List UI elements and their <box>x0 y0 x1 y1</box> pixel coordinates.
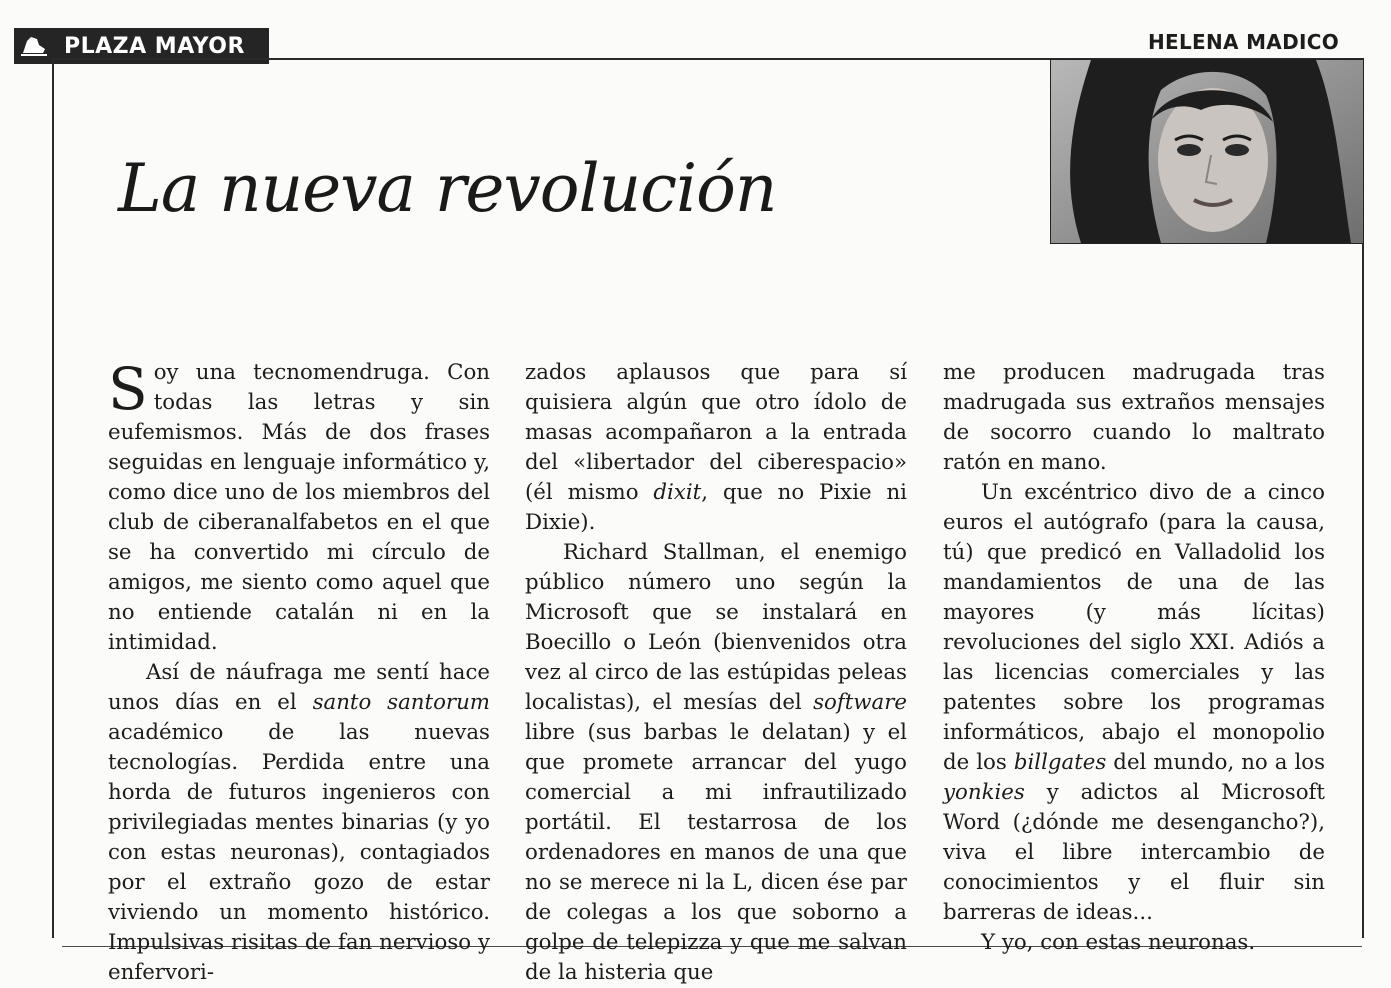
paragraph-4: Un excéntrico divo de a cinco euros el autógrafo (para la causa, tú) que predicó en Valladolid los mandamientos de una de las mayores (y más lícitas) revoluciones del siglo XXI. Adiós a las licencias comerciales y las patentes sobre los programas informáticos, abajo el monopolio de los billgates del mundo, no a los yonkies y adictos al Microsoft Word (¿dónde me desengancho?), viva el libre intercambio de conocimientos y el fluir sin barreras de ideas... <box>943 480 1326 925</box>
article-title: La nueva revolución <box>118 150 777 227</box>
paragraph-3-continued: me producen madrugada tras madrugada sus extraños mensajes de socorro cuando lo maltrato ratón en mano. <box>943 360 1325 475</box>
paragraph-5: Y yo, con estas neuronas. <box>981 930 1256 955</box>
paragraph-2: Así de náufraga me sentí hace unos días en el santo santorum académico de las nuevas tecnologías. Perdida entre una horda de futuros ingenieros con privilegiadas mentes binarias (y yo con estas neuronas), contagiados por el extraño gozo de estar viviendo un momento histórico. Impulsivas risitas de fan nervioso y enfervori- <box>108 660 490 985</box>
text-column-3 <box>943 358 1325 958</box>
paragraph-2-continued: zados aplausos que para sí quisiera algún que otro ídolo de masas acompañaron a la entrada del «libertador del ciberespacio» (él mismo dixit, que no Pixie ni Dixie). <box>525 360 907 535</box>
paragraph-3: Richard Stallman, el enemigo público número uno según la Microsoft que se instalará en Boecillo o León (bienvenidos otra vez al circo de las estúpidas peleas localistas), el mesías del software libre (sus barbas le delatan) y el que promete arrancar del yugo comercial a mi infrautilizado portátil. El testarrosa de los ordenadores en manos de una que no se merece ni la L, dicen ése par de colegas a los que soborno a golpe de telepizza y que me salvan de la histeria que <box>525 540 907 985</box>
paragraph-1: Soy una tecnomendruga. Con todas las letras y sin eufemismos. Más de dos frases seguidas en lenguaje informático y, como dice uno de los miembros del club de ciberanalfabetos en el que se ha convertido mi círculo de amigos, me siento como aquel que no entiende catalán ni en la intimidad. <box>108 355 490 655</box>
drop-cap: S <box>108 355 148 423</box>
author-photo <box>1050 59 1364 244</box>
left-rule <box>52 58 54 938</box>
section-label: PLAZA MAYOR <box>64 33 245 59</box>
text-column-1 <box>108 355 490 988</box>
author-name: HELENA MADICO <box>1148 30 1339 54</box>
text-column-2 <box>525 358 907 988</box>
section-logo-icon <box>14 28 54 64</box>
